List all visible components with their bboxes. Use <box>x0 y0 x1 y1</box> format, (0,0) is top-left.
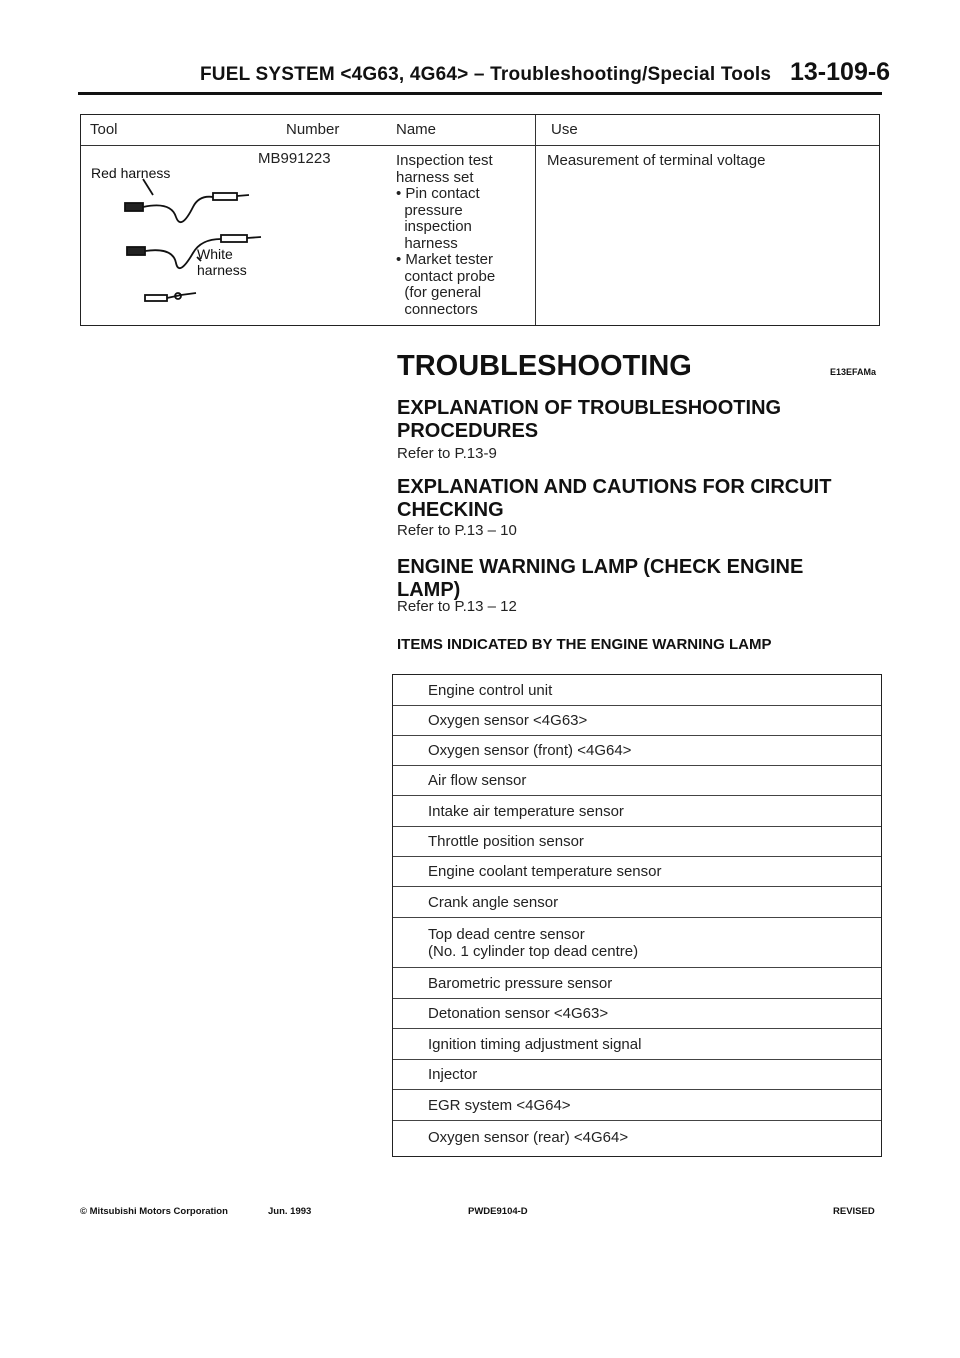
table-row: Barometric pressure sensor <box>393 968 881 999</box>
subsection-title-line: EXPLANATION AND CAUTIONS FOR CIRCUIT <box>397 476 832 498</box>
footer-status: REVISED <box>833 1206 875 1217</box>
subsection-title-line: PROCEDURES <box>397 420 539 442</box>
reference-procedures: Refer to P.13-9 <box>397 445 497 462</box>
subsection-title-line: ENGINE WARNING LAMP (CHECK ENGINE <box>397 556 804 578</box>
table-row-line: Top dead centre sensor <box>428 926 585 943</box>
tool-name-line: • Market tester <box>396 251 493 268</box>
red-harness-label: Red harness <box>91 165 171 181</box>
tool-name-block <box>396 153 495 318</box>
reference-warning-lamp: Refer to P.13 – 12 <box>397 598 517 615</box>
tool-name-line: connectors <box>396 300 478 318</box>
tool-number: MB991223 <box>258 150 331 167</box>
column-header-use: Use <box>551 121 578 138</box>
special-tool-table <box>80 114 880 326</box>
table-row: Engine control unit <box>393 675 881 706</box>
column-header-tool: Tool <box>90 121 118 138</box>
subsection-title-circuit-checking <box>397 476 867 522</box>
table-row: Oxygen sensor (rear) <4G64> <box>428 1129 629 1146</box>
tool-name-line: pressure <box>396 201 463 219</box>
tool-name-line: contact probe <box>396 267 496 285</box>
tool-name-line: (for general <box>396 284 482 301</box>
table-row: EGR system <4G64> <box>393 1090 881 1121</box>
subsection-title-line: EXPLANATION OF TROUBLESHOOTING <box>397 397 782 419</box>
warning-lamp-items-table <box>392 674 882 1157</box>
subsection-title-warning-lamp <box>397 556 867 602</box>
white-harness-label: White <box>197 246 233 262</box>
table-header-divider <box>81 145 879 146</box>
tool-name-line: harness set <box>396 168 474 186</box>
column-header-name: Name <box>396 121 437 138</box>
subsection-title-line: LAMP) <box>397 579 461 601</box>
table-row <box>393 918 881 968</box>
section-code: E13EFAMa <box>830 367 877 377</box>
footer-date: Jun. 1993 <box>268 1206 312 1217</box>
table-row: Ignition timing adjustment signal <box>393 1029 881 1060</box>
table-row: Crank angle sensor <box>393 887 881 918</box>
items-heading: ITEMS INDICATED BY THE ENGINE WARNING LAMP <box>397 636 772 653</box>
table-row: Injector <box>393 1060 881 1090</box>
table-row: Oxygen sensor (front) <4G64> <box>393 736 881 766</box>
tool-name-line: Inspection test <box>396 152 493 169</box>
reference-circuit-checking: Refer to P.13 – 10 <box>397 522 517 539</box>
table-row-line: (No. 1 cylinder top dead centre) <box>428 943 639 960</box>
column-header-number: Number <box>286 121 340 138</box>
tool-name-line: • Pin contact <box>396 185 480 202</box>
tool-use: Measurement of terminal voltage <box>547 152 766 169</box>
table-row: Intake air temperature sensor <box>393 796 881 827</box>
table-row: Oxygen sensor <4G63> <box>393 706 881 736</box>
inspection-harness-illustration <box>121 177 271 307</box>
tool-name-line: inspection <box>396 218 472 235</box>
table-row: Detonation sensor <4G63> <box>393 999 881 1029</box>
page-number: 13-109-6 <box>790 58 891 86</box>
column-divider <box>535 115 536 325</box>
table-row: Air flow sensor <box>393 766 881 796</box>
header-rule <box>78 92 882 95</box>
table-row: Engine coolant temperature sensor <box>393 857 881 887</box>
table-row: Throttle position sensor <box>393 827 881 857</box>
tool-name-line: harness <box>396 234 458 252</box>
subsection-title-procedures <box>397 397 867 443</box>
footer-doc-code: PWDE9104-D <box>468 1206 528 1217</box>
subsection-title-line: CHECKING <box>397 499 504 521</box>
section-title: TROUBLESHOOTING <box>397 350 692 382</box>
footer-copyright: © Mitsubishi Motors Corporation <box>80 1206 228 1217</box>
page-title: FUEL SYSTEM <4G63, 4G64> – Troubleshooting/Special Tools <box>200 64 772 85</box>
white-harness-label-2: harness <box>197 262 247 278</box>
